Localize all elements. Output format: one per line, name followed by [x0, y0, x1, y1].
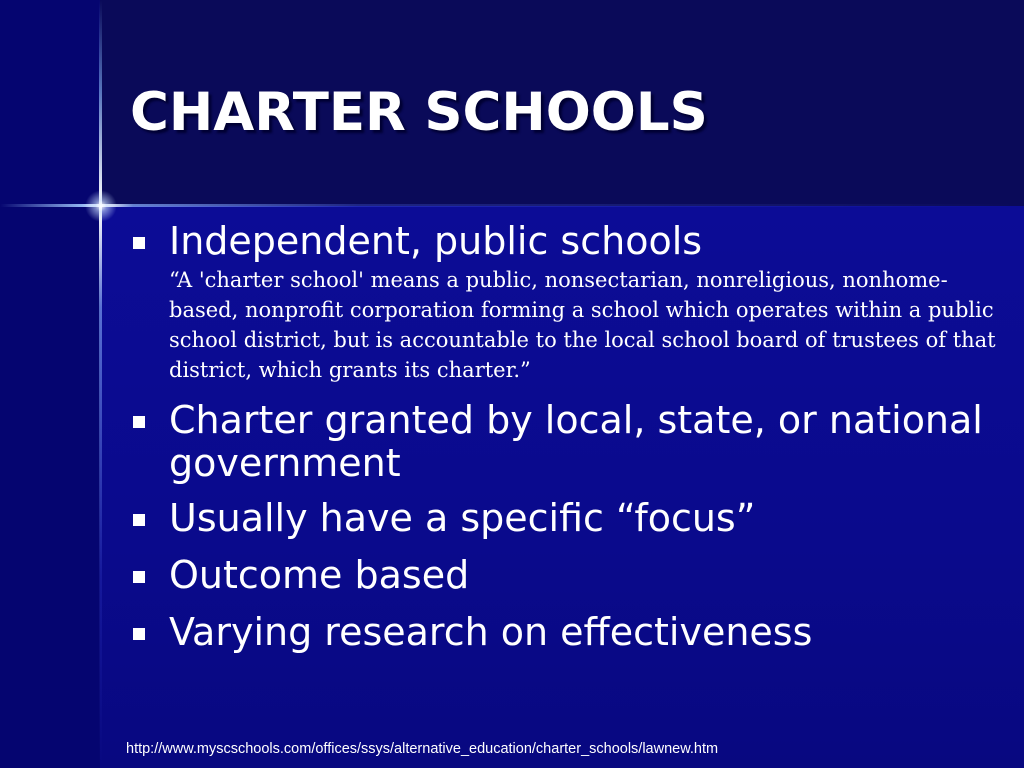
source-url: http://www.myscschools.com/offices/ssys/alternative_education/charter_schools/lawnew.htm — [126, 741, 719, 757]
bullet-item — [132, 220, 1002, 385]
bullet-list — [132, 220, 1002, 654]
left-strip — [0, 0, 100, 768]
quote-text: “A 'charter school' means a public, nonsectarian, nonreligious, nonhome-based, nonprofit corporation forming a school which operates within a public school district, but is accountable to the local school board of trustees of that district, which grants its charter.” — [169, 268, 996, 382]
bullet-text: Independent, public schools — [169, 219, 703, 263]
bullet-text: Outcome based — [169, 553, 470, 597]
bullet-text: Usually have a specific “focus” — [169, 496, 756, 540]
horizontal-light-line — [0, 204, 1024, 207]
square-bullet-icon — [133, 237, 145, 249]
slide-title: CHARTER SCHOOLS — [130, 82, 708, 143]
bullet-item — [132, 399, 1002, 485]
square-bullet-icon — [133, 628, 145, 640]
vertical-light-line — [99, 0, 102, 768]
square-bullet-icon — [133, 514, 145, 526]
bullet-text: Charter granted by local, state, or national government — [169, 398, 983, 485]
bullet-item — [132, 611, 1002, 654]
bullet-text: Varying research on effectiveness — [169, 610, 813, 654]
starburst-icon — [85, 190, 117, 222]
bullet-item — [132, 497, 1002, 540]
square-bullet-icon — [133, 571, 145, 583]
bullet-item — [132, 554, 1002, 597]
square-bullet-icon — [133, 416, 145, 428]
